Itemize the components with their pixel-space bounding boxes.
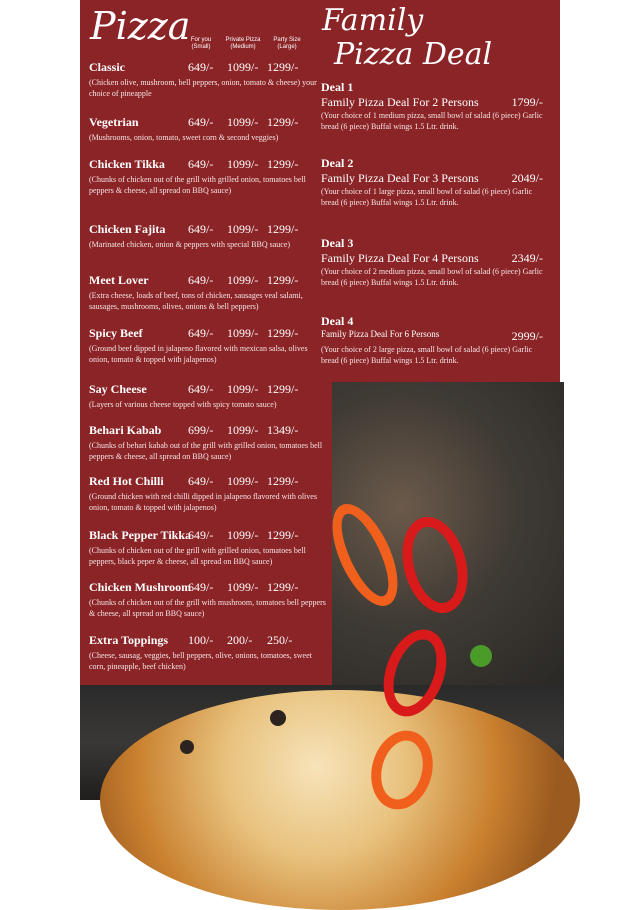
- menu-item-chicken-mushroom: [89, 580, 329, 619]
- price-medium: 1099/-: [227, 423, 259, 437]
- deal-3: [321, 236, 551, 288]
- deal-label: Deal 2: [321, 156, 354, 170]
- item-name: Vegetrian: [89, 115, 139, 129]
- menu-item-chicken-tikka: [89, 157, 329, 196]
- price-medium: 1099/-: [227, 115, 259, 129]
- item-description: (Ground beef dipped in jalapeno flavored with mexican salsa, olives onion, tomato & topped with jalapenos): [89, 344, 308, 364]
- item-description: (Marinated chicken, onion & peppers with special BBQ sauce): [89, 240, 291, 249]
- item-name: Extra Toppings: [89, 633, 169, 647]
- price-small: 649/-: [188, 382, 214, 396]
- menu-item-behari-kabab: [89, 423, 329, 462]
- deal-2: [321, 156, 551, 208]
- deal-price: 2049/-: [511, 171, 543, 185]
- item-description: (Extra cheese, loads of beef, tons of chicken, sausages veal salami, sausages, mushrooms, olives, onions & bell peppers): [89, 291, 303, 311]
- item-description: (Chunks of chicken out of the grill with grilled onion, tomatoes bell peppers & cheese, all spread on BBQ sauce): [89, 175, 306, 195]
- price-large: 1349/-: [267, 423, 299, 437]
- price-large: 1299/-: [267, 326, 299, 340]
- column-header-small-line1: For you: [190, 37, 212, 43]
- menu-item-spicy-beef: [89, 326, 329, 365]
- item-description: (Chunks of chicken out of the grill with mushroom, tomatoes bell peppers & cheese, all spread on BBQ sauce): [89, 598, 326, 618]
- item-description: (Ground chicken with red chilli dipped in jalapeno flavored with olives onion, tomato & topped with jalapenos): [89, 492, 317, 512]
- column-header-medium: [220, 37, 266, 51]
- item-name: Chicken Fajita: [89, 222, 166, 236]
- deal-name: Family Pizza Deal For 6 Persons: [321, 329, 440, 339]
- deal-name: Family Pizza Deal For 3 Persons: [321, 171, 479, 185]
- price-small: 649/-: [188, 580, 214, 594]
- column-header-medium-line2: (Medium): [230, 44, 256, 50]
- price-medium: 1099/-: [227, 222, 259, 236]
- deal-description: (Your choice of 1 large pizza, small bowl of salad (6 piece) Garlic bread (6 piece) Buffal wings 1.5 Ltr. drink.: [321, 187, 533, 207]
- pizza-image: [100, 690, 580, 910]
- pizza-section-title: Pizza: [90, 4, 191, 48]
- deal-price: 1799/-: [511, 95, 543, 109]
- green-pepper-piece: [470, 645, 492, 667]
- price-medium: 1099/-: [227, 474, 259, 488]
- deal-label: Deal 3: [321, 236, 354, 250]
- deal-price: 2999/-: [511, 329, 543, 343]
- price-medium: 1099/-: [227, 382, 259, 396]
- family-title-line2: Pizza Deal: [334, 37, 493, 72]
- price-small: 649/-: [188, 273, 214, 287]
- deal-price: 2349/-: [511, 251, 543, 265]
- price-medium: 200/-: [227, 633, 253, 647]
- menu-item-classic: [89, 60, 329, 99]
- item-description: (Layers of various cheese topped with spicy tomato sauce): [89, 400, 277, 409]
- price-small: 649/-: [188, 222, 214, 236]
- menu-item-extra-toppings: [89, 633, 329, 672]
- price-medium: 1099/-: [227, 60, 259, 74]
- deal-description: (Your choice of 2 large pizza, small bowl of salad (6 piece) Garlic bread (6 piece) Buffal wings 1.5 Ltr. drink.: [321, 345, 533, 365]
- price-large: 1299/-: [267, 580, 299, 594]
- column-header-large-line1: Party Size: [273, 37, 301, 43]
- price-small: 100/-: [188, 633, 214, 647]
- item-description: (Chunks of chicken out of the grill with grilled onion, tomatoes bell peppers, black peper & cheese, all spread on BBQ sauce): [89, 546, 306, 566]
- menu-item-meet-lover: [89, 273, 329, 312]
- item-name: Classic: [89, 60, 125, 74]
- item-description: (Chunks of behari kabab out of the grill with grilled onion, tomatoes bell peppers & cheese, all spread on BBQ sauce): [89, 441, 323, 461]
- item-name: Red Hot Chilli: [89, 474, 164, 488]
- price-large: 1299/-: [267, 222, 299, 236]
- item-name: Say Cheese: [89, 382, 147, 396]
- price-large: 1299/-: [267, 528, 299, 542]
- price-large: 1299/-: [267, 60, 299, 74]
- deal-description: (Your choice of 2 medium pizza, small bowl of salad (6 piece) Garlic bread (6 piece) Buffal wings 1.5 Ltr. drink.: [321, 267, 543, 287]
- column-header-large-line2: (Large): [277, 44, 297, 50]
- item-description: (Cheese, sausag, veggies, bell peppers, olive, onions, tomatoes, sweet corn, pineapple, beef chicken): [89, 651, 312, 671]
- item-name: Chicken Mushroom: [89, 580, 192, 594]
- item-name: Behari Kabab: [89, 423, 162, 437]
- deal-1: [321, 80, 551, 132]
- item-description: (Chicken olive, mushroom, bell peppers, onion, tomato & cheese) your choice of pineapple: [89, 78, 317, 98]
- item-name: Spicy Beef: [89, 326, 143, 340]
- olive-topping: [180, 740, 194, 754]
- deal-4: [321, 314, 551, 366]
- column-header-large: [267, 37, 307, 51]
- deal-description: (Your choice of 1 medium pizza, small bowl of salad (6 piece) Garlic bread (6 piece) Buffal wings 1.5 Ltr. drink.: [321, 111, 543, 131]
- price-small: 649/-: [188, 115, 214, 129]
- price-small: 649/-: [188, 326, 214, 340]
- olive-topping: [270, 710, 286, 726]
- price-medium: 1099/-: [227, 580, 259, 594]
- deal-name: Family Pizza Deal For 2 Persons: [321, 95, 479, 109]
- family-title-line1: Family: [322, 3, 424, 38]
- menu-item-say-cheese: [89, 382, 329, 410]
- price-small: 699/-: [188, 423, 214, 437]
- column-header-medium-line1: Private Pizza: [225, 37, 261, 43]
- menu-item-chicken-fajita: [89, 222, 329, 250]
- price-small: 649/-: [188, 60, 214, 74]
- item-name: Chicken Tikka: [89, 157, 165, 171]
- price-large: 1299/-: [267, 115, 299, 129]
- item-name: Black Pepper Tikka: [89, 528, 192, 542]
- price-medium: 1099/-: [227, 528, 259, 542]
- column-header-small-line2: (Small): [191, 44, 211, 50]
- menu-item-red-hot-chilli: [89, 474, 329, 513]
- menu-item-black-pepper-tikka: [89, 528, 329, 567]
- price-large: 1299/-: [267, 273, 299, 287]
- item-name: Meet Lover: [89, 273, 149, 287]
- price-large: 1299/-: [267, 157, 299, 171]
- price-medium: 1099/-: [227, 157, 259, 171]
- column-header-small: [186, 37, 216, 51]
- deal-label: Deal 4: [321, 314, 354, 328]
- deal-name: Family Pizza Deal For 4 Persons: [321, 251, 479, 265]
- price-large: 250/-: [267, 633, 293, 647]
- menu-item-vegetrian: [89, 115, 329, 143]
- item-description: (Mushrooms, onion, tomato, sweet corn & second veggies): [89, 133, 279, 142]
- price-large: 1299/-: [267, 382, 299, 396]
- price-medium: 1099/-: [227, 326, 259, 340]
- price-small: 649/-: [188, 528, 214, 542]
- price-small: 649/-: [188, 474, 214, 488]
- deal-label: Deal 1: [321, 80, 354, 94]
- family-deal-title: [322, 4, 492, 72]
- price-large: 1299/-: [267, 474, 299, 488]
- price-small: 649/-: [188, 157, 214, 171]
- price-medium: 1099/-: [227, 273, 259, 287]
